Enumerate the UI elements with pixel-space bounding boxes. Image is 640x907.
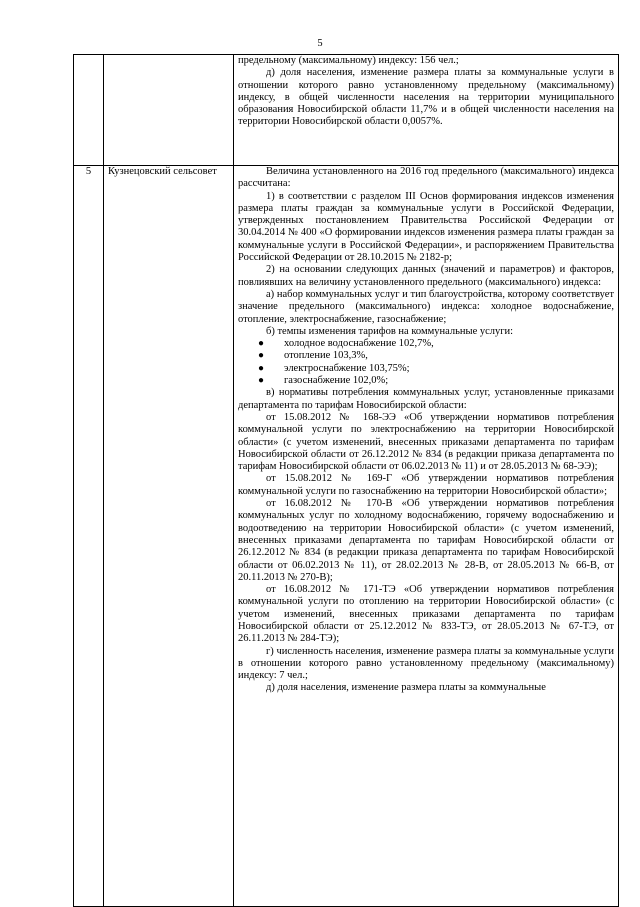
paragraph: а) набор коммунальных услуг и тип благоустройства, которому соответствует значение предельного (максимального) индекса: холодное водоснабжение, отопление, электроснабжение, газоснабжение; bbox=[238, 288, 614, 325]
paragraph: от 16.08.2012 № 171-ТЭ «Об утверждении нормативов потребления коммунальной услуги по отоплению на территории Новосибирской области» (с учетом изменений, внесенных приказами департамента по тарифам Новосибирской области от 25.12.2012 № 833-ТЭ, от 28.05.2013 № 67-ТЭ, от 26.11.2013 № 284-ТЭ); bbox=[238, 584, 614, 645]
row-number-cell bbox=[74, 55, 104, 166]
paragraph: 2) на основании следующих данных (значений и параметров) и факторов, повлиявших на величину установленного предельного (максимального) индекса: bbox=[238, 264, 614, 288]
bullet-icon: ● bbox=[258, 338, 265, 350]
list-item bbox=[238, 338, 614, 350]
list-item bbox=[238, 363, 614, 375]
list-item-text: отопление 103,3%, bbox=[284, 350, 368, 362]
paragraph: б) темпы изменения тарифов на коммунальные услуги: bbox=[266, 325, 514, 337]
municipality-name-cell bbox=[104, 55, 234, 166]
list-item-text: газоснабжение 102,0%; bbox=[284, 375, 389, 387]
paragraph: д) доля населения, изменение размера платы за коммунальные услуги в отношении которого равно установленному предельному (максимальному) индексу, в общей численности населения на территории муниципального образования Новосибирской области 11,7% и в общей численности населения на территории Новосибирской области 0,0057%. bbox=[238, 67, 614, 128]
list-item-text: холодное водоснабжение 102,7%, bbox=[284, 338, 434, 350]
bullet-icon: ● bbox=[258, 350, 265, 362]
table-row bbox=[74, 166, 619, 907]
municipality-index-table bbox=[73, 54, 619, 907]
list-item-text: электроснабжение 103,75%; bbox=[284, 362, 410, 374]
municipality-name-cell: Кузнецовский сельсовет bbox=[104, 166, 234, 907]
paragraph: д) доля населения, изменение размера платы за коммунальные bbox=[266, 682, 546, 694]
page-number: 5 bbox=[317, 38, 323, 49]
paragraph: Величина установленного на 2016 год предельного (максимального) индекса рассчитана: bbox=[238, 166, 614, 190]
description-cell bbox=[234, 166, 619, 907]
paragraph: от 15.08.2012 № 168-ЭЭ «Об утверждении нормативов потребления коммунальной услуги по электроснабжению на территории Новосибирской области» (с учетом изменений, внесенных приказами департамента по тарифам Новосибирской области от 26.12.2012 № 834 (в редакции приказа департамента по тарифам Новосибирской области от 06.02.2013 № 11) и от 28.05.2013 № 68-ЭЭ); bbox=[238, 411, 614, 473]
list-item bbox=[238, 375, 614, 387]
paragraph: от 16.08.2012 № 170-В «Об утверждении нормативов потребления коммунальных услуг по холодному водоснабжению, горячему водоснабжению и водоотведению на территории Новосибирской области» (с учетом изменений, внесенных приказами департамента по тарифам Новосибирской области от 26.12.2012 № 834 (в редакции приказа департамента по тарифам Новосибирской области от 06.02.2013 № 11), от 28.02.2013 № 28-В, от 28.05.2013 № 66-В, от 20.11.2013 № 270-В); bbox=[238, 498, 614, 583]
paragraph: предельному (максимальному) индексу: 156 чел.; bbox=[238, 55, 459, 66]
description-cell bbox=[234, 55, 619, 166]
paragraph: в) нормативы потребления коммунальных услуг, установленные приказами департамента по тарифам Новосибирской области: bbox=[238, 387, 614, 411]
bullet-icon: ● bbox=[258, 362, 265, 374]
paragraph: г) численность населения, изменение размера платы за коммунальные услуги в отношении которого равно установленному предельному (максимальному) индексу: 7 чел.; bbox=[238, 645, 614, 682]
table-row bbox=[74, 55, 619, 166]
paragraph: 1) в соответствии с разделом III Основ формирования индексов изменения размера платы граждан за коммунальные услуги в Российской Федерации, утвержденных постановлением Правительства Российской Федерации от 30.04.2014 № 400 «О формировании индексов изменения размера платы граждан за коммунальные услуги в Российской Федерации», и распоряжением Правительства Российской Федерации от 28.10.2015 № 2182-р; bbox=[238, 190, 614, 264]
list-item bbox=[238, 350, 614, 362]
bullet-icon: ● bbox=[258, 375, 265, 387]
row-number-cell: 5 bbox=[74, 166, 104, 907]
paragraph: от 15.08.2012 № 169-Г «Об утверждении нормативов потребления коммунальной услуги по газоснабжению на территории Новосибирской области»; bbox=[238, 473, 614, 497]
